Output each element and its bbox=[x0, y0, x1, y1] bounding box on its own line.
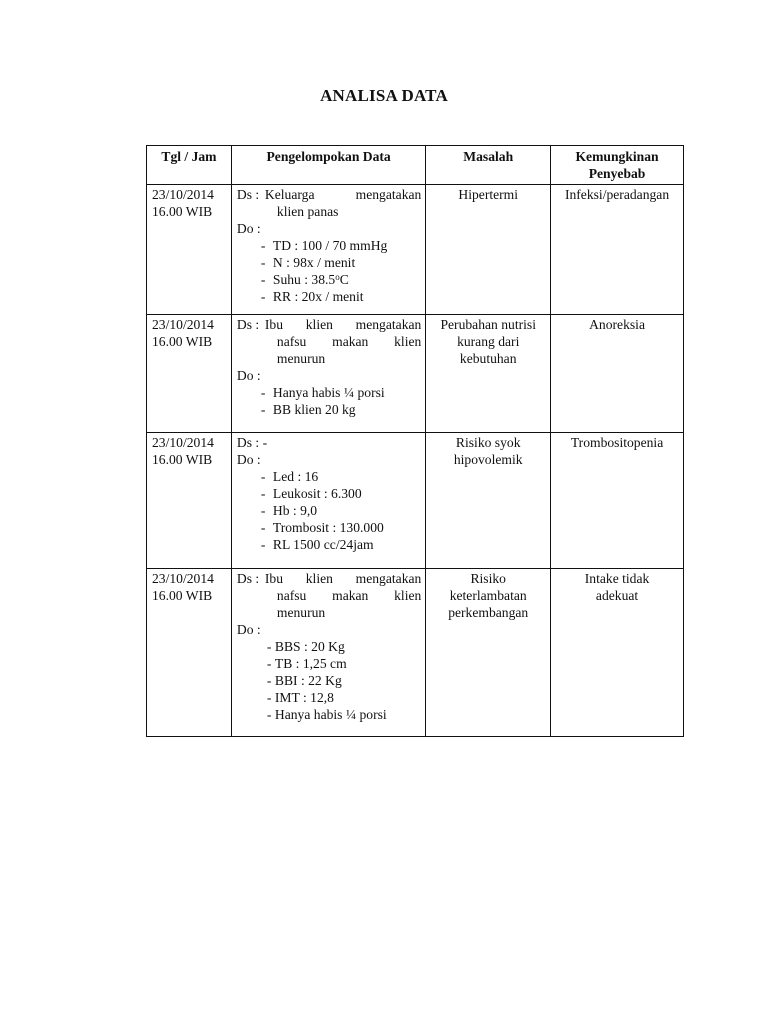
header-data-grouping: Pengelompokan Data bbox=[231, 146, 425, 185]
list-item: - Hanya habis ¼ porsi bbox=[267, 706, 421, 723]
table-row bbox=[147, 569, 684, 737]
problem-cell bbox=[426, 315, 551, 433]
header-date-time: Tgl / Jam bbox=[147, 146, 232, 185]
do-label: Do : bbox=[236, 368, 261, 383]
date-cell bbox=[147, 185, 232, 315]
header-cause-line2: Penyebab bbox=[588, 166, 646, 181]
problem-text: Perubahan nutrisi bbox=[440, 317, 536, 332]
ds-line: nafsu makan klien bbox=[276, 588, 422, 603]
data-cell bbox=[231, 433, 425, 569]
cause-text: Trombositopenia bbox=[570, 435, 664, 450]
ds-line: menurun bbox=[276, 605, 326, 620]
date-text: 23/10/2014 bbox=[152, 571, 214, 586]
table-header-row bbox=[147, 146, 684, 185]
list-item: - TD : 100 / 70 mmHg bbox=[261, 237, 421, 254]
date-cell bbox=[147, 315, 232, 433]
cause-text: Intake tidak bbox=[584, 571, 650, 586]
ds-line: Ibu klien mengatakan bbox=[264, 317, 422, 332]
cause-text: Infeksi/peradangan bbox=[564, 187, 670, 202]
ds-line: menurun bbox=[276, 351, 326, 366]
ds-label: Ds : bbox=[236, 187, 260, 202]
problem-text: Risiko bbox=[470, 571, 506, 586]
table-row bbox=[147, 185, 684, 315]
ds-block bbox=[237, 186, 421, 203]
do-label: Do : bbox=[236, 622, 261, 637]
problem-cell bbox=[426, 185, 551, 315]
analysis-table bbox=[146, 145, 684, 737]
date-text: 23/10/2014 bbox=[152, 187, 214, 202]
date-text: 23/10/2014 bbox=[152, 435, 214, 450]
list-item: - RL 1500 cc/24jam bbox=[261, 536, 421, 553]
header-cause-line1: Kemungkinan bbox=[575, 149, 659, 164]
ds-line: nafsu makan klien bbox=[276, 334, 422, 349]
list-item: - Hanya habis ¼ porsi bbox=[261, 384, 421, 401]
degree-sup: o bbox=[335, 272, 340, 282]
cause-text: Anoreksia bbox=[589, 317, 645, 332]
list-item: - BBI : 22 Kg bbox=[267, 672, 421, 689]
list-item: - N : 98x / menit bbox=[261, 254, 421, 271]
ds-block bbox=[237, 316, 421, 333]
table-row bbox=[147, 315, 684, 433]
time-text: 16.00 WIB bbox=[152, 204, 213, 219]
cause-cell bbox=[551, 315, 684, 433]
do-label: Do : bbox=[236, 452, 261, 467]
list-item: - RR : 20x / menit bbox=[261, 288, 421, 305]
data-cell bbox=[231, 569, 425, 737]
ds-line: Ds : - bbox=[236, 435, 268, 450]
ds-block bbox=[237, 570, 421, 587]
date-cell bbox=[147, 569, 232, 737]
time-text: 16.00 WIB bbox=[152, 334, 213, 349]
list-item: - BBS : 20 Kg bbox=[267, 638, 421, 655]
suhu-text: Suhu : 38.5 bbox=[272, 272, 336, 287]
do-label: Do : bbox=[236, 221, 261, 236]
problem-text: hipovolemik bbox=[453, 452, 523, 467]
list-item: - BB klien 20 kg bbox=[261, 401, 421, 418]
ds-line: Keluarga mengatakan bbox=[264, 187, 422, 202]
list-item: - Hb : 9,0 bbox=[261, 502, 421, 519]
do-list bbox=[237, 468, 421, 553]
page-title: ANALISA DATA bbox=[320, 86, 448, 105]
header-cause bbox=[551, 146, 684, 185]
problem-cell bbox=[426, 433, 551, 569]
list-item: - Trombosit : 130.000 bbox=[261, 519, 421, 536]
do-list bbox=[237, 384, 421, 418]
time-text: 16.00 WIB bbox=[152, 588, 213, 603]
cause-text: adekuat bbox=[595, 588, 639, 603]
cause-cell bbox=[551, 569, 684, 737]
problem-text: perkembangan bbox=[448, 605, 529, 620]
ds-line: Ibu klien mengatakan bbox=[264, 571, 422, 586]
problem-text: kebutuhan bbox=[459, 351, 517, 366]
list-item: - IMT : 12,8 bbox=[267, 689, 421, 706]
problem-text: Hipertermi bbox=[458, 187, 519, 202]
do-list bbox=[237, 638, 421, 723]
cause-cell bbox=[551, 185, 684, 315]
do-list bbox=[237, 237, 421, 305]
list-item: - Leukosit : 6.300 bbox=[261, 485, 421, 502]
date-text: 23/10/2014 bbox=[152, 317, 214, 332]
cause-cell bbox=[551, 433, 684, 569]
header-problem: Masalah bbox=[426, 146, 551, 185]
problem-text: kurang dari bbox=[457, 334, 520, 349]
ds-line: klien panas bbox=[276, 204, 339, 219]
time-text: 16.00 WIB bbox=[152, 452, 213, 467]
list-item: - TB : 1,25 cm bbox=[267, 655, 421, 672]
data-cell bbox=[231, 185, 425, 315]
problem-text: keterlambatan bbox=[449, 588, 527, 603]
table-row bbox=[147, 433, 684, 569]
date-cell bbox=[147, 433, 232, 569]
problem-cell bbox=[426, 569, 551, 737]
suhu-unit: C bbox=[339, 272, 349, 287]
list-item bbox=[261, 271, 421, 288]
ds-label: Ds : bbox=[236, 317, 260, 332]
data-cell bbox=[231, 315, 425, 433]
ds-label: Ds : bbox=[236, 571, 260, 586]
list-item: - Led : 16 bbox=[261, 468, 421, 485]
problem-text: Risiko syok bbox=[455, 435, 521, 450]
